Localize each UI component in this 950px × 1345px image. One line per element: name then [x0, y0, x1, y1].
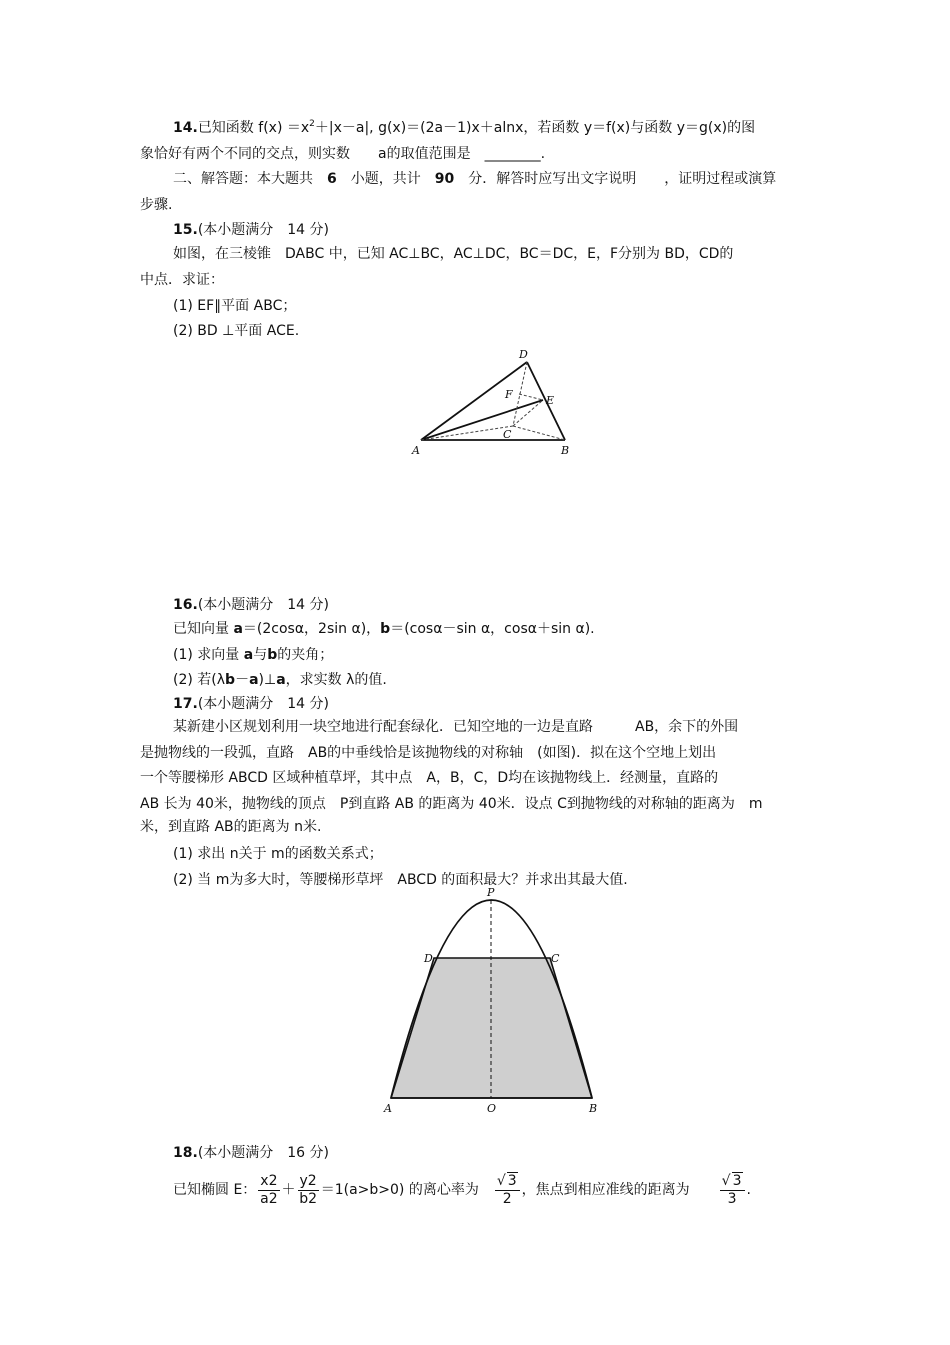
label-A: A — [384, 1102, 392, 1115]
vector-b: b — [225, 672, 236, 688]
q16-part1-b: 与 — [253, 647, 268, 663]
edge-AC — [421, 426, 513, 440]
q17-number: 17. — [173, 696, 198, 712]
q17-text-line1: 某新建小区规划利用一块空地进行配套绿化．已知空地的一边是直路 AB，余下的外围 — [173, 719, 739, 735]
fraction-denominator: 3 — [727, 1191, 737, 1207]
label-C: C — [503, 428, 512, 441]
q16-text-a: 已知向量 — [173, 621, 234, 637]
label-F: F — [505, 388, 513, 401]
q16-part2-c: )⊥ — [258, 672, 277, 688]
section2-text-c: 分．解答时应写出文字说明 ，证明过程或演算 — [468, 171, 777, 187]
label-B: B — [561, 444, 570, 457]
q17-header — [173, 694, 329, 714]
q16-number: 16. — [173, 597, 198, 613]
q17-text-line3: 一个等腰梯形 ABCD 区域种植草坪，其中点 A，B，C，D均在该抛物线上．经测量，直路的 — [140, 770, 719, 786]
q17-part2: (2) 当 m为多大时，等腰梯形草坪 ABCD 的面积最大？并求出其最大值. — [173, 872, 628, 888]
label-P: P — [487, 886, 495, 899]
q15-text-line1: 如图，在三棱锥 DABC 中，已知 AC⊥BC，AC⊥DC，BC＝DC，E，F分别为 BD，CD的 — [173, 246, 734, 262]
q15-header — [173, 220, 329, 240]
q18-score: (本小题满分 16 分) — [197, 1145, 330, 1161]
section2-text-a: 二、解答题：本大题共 — [173, 171, 327, 187]
radicand: 3 — [732, 1173, 742, 1189]
edge-AE — [421, 400, 543, 440]
parabola-figure — [380, 885, 605, 1120]
fraction-denominator: b2 — [299, 1190, 317, 1207]
period: . — [746, 1182, 751, 1198]
edge-CB — [513, 426, 565, 440]
section2-text-b: 小题，共计 — [350, 171, 421, 187]
label-D: D — [424, 952, 433, 965]
q16-part2-a: (2) 若(λ — [173, 672, 226, 688]
q16-part2 — [173, 670, 387, 690]
eccentricity-fraction — [495, 1172, 520, 1208]
vector-a: a — [276, 672, 286, 688]
q18-text-c: ，焦点到相应准线的距离为 — [521, 1182, 690, 1198]
q14-number: 14. — [173, 120, 198, 136]
q17-text-line4: AB 长为 40米，抛物线的顶点 P到直路 AB 的距离为 40米．设点 C到抛物线的对称轴的距离为 m — [140, 796, 763, 812]
q16-part2-d: ，求实数 λ的值. — [285, 672, 387, 688]
q15-number: 15. — [173, 222, 198, 238]
plus-sign: ＋ — [281, 1182, 296, 1198]
q16-part1-c: 的夹角； — [277, 647, 334, 663]
q18-number: 18. — [173, 1145, 198, 1161]
q15-text-line2: 中点．求证： — [140, 272, 224, 288]
vector-a: a — [233, 621, 243, 637]
fraction-denominator: 2 — [502, 1191, 512, 1207]
fraction-numerator: √ 3 — [495, 1172, 520, 1191]
q15-part2: (2) BD ⊥平面 ACE. — [173, 323, 300, 339]
q15-part1: (1) EF∥平面 ABC； — [173, 298, 297, 314]
label-E: E — [546, 394, 555, 407]
q17-part1: (1) 求出 n关于 m的函数关系式； — [173, 846, 383, 862]
fraction-numerator: x2 — [260, 1172, 278, 1189]
q18-text-a: 已知椭圆 E： — [173, 1182, 257, 1198]
label-O: O — [487, 1102, 497, 1115]
label-C: C — [551, 952, 560, 965]
q18-text — [173, 1172, 751, 1208]
q17-text-line2: 是抛物线的一段弧，直路 AB的中垂线恰是该抛物线的对称轴 (如图)．拟在这个空地上划出 — [140, 745, 717, 761]
q14-superscript: 2 — [309, 119, 315, 129]
section2-count: 6 — [327, 171, 337, 187]
q17-score: (本小题满分 14 分) — [197, 696, 330, 712]
q18-text-b: ＝1(a>b>0) 的离心率为 — [320, 1182, 479, 1198]
q16-text-b: ＝(2cosα，2sin α)， — [242, 621, 381, 637]
section2-points: 90 — [434, 171, 455, 187]
edge-FE — [519, 394, 543, 400]
vector-a: a — [249, 672, 259, 688]
q16-text-c: ＝(cosα－sin α，cosα＋sin α). — [390, 621, 595, 637]
q14-line1 — [173, 118, 755, 138]
q15-score: (本小题满分 14 分) — [197, 222, 330, 238]
label-D: D — [519, 348, 528, 361]
q14-text-a: 已知函数 f(x) ＝x — [197, 120, 310, 136]
fraction-numerator: √ 3 — [720, 1172, 745, 1191]
q16-part2-b: － — [235, 672, 250, 688]
section2-heading — [173, 169, 776, 189]
q17-text-line5: 米，到直路 AB的距离为 n米. — [140, 819, 322, 835]
q14-line2: 象恰好有两个不同的交点，则实数 a的取值范围是 ________. — [140, 146, 546, 162]
fraction-numerator: y2 — [299, 1172, 317, 1189]
fraction-x2-a2 — [258, 1173, 279, 1208]
q16-part1-a: (1) 求向量 — [173, 647, 244, 663]
label-B: B — [589, 1102, 598, 1115]
section2-line2: 步骤. — [140, 197, 173, 213]
q16-part1 — [173, 645, 333, 665]
distance-fraction — [720, 1172, 745, 1208]
fraction-denominator: a2 — [260, 1190, 278, 1207]
label-A: A — [412, 444, 420, 457]
q16-header — [173, 595, 329, 615]
fraction-y2-b2 — [298, 1173, 319, 1208]
vector-a: a — [243, 647, 254, 663]
q16-score: (本小题满分 14 分) — [197, 597, 330, 613]
vector-b: b — [380, 621, 391, 637]
tetrahedron-figure — [400, 345, 590, 460]
q16-text — [173, 619, 595, 639]
q14-text-b: ＋|x－a|, g(x)＝(2a－1)x＋alnx，若函数 y＝f(x)与函数 y＝g(x)的图 — [314, 120, 756, 136]
radicand: 3 — [507, 1173, 517, 1189]
vector-b: b — [267, 647, 278, 663]
q18-header — [173, 1143, 329, 1163]
